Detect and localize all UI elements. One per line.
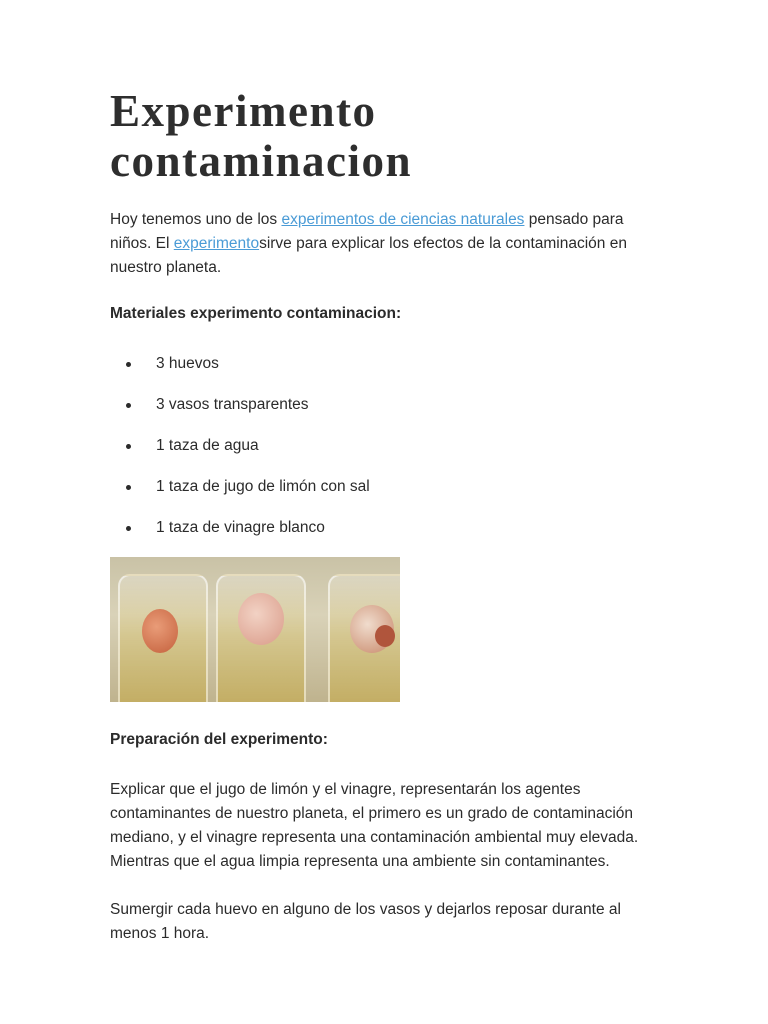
intro-text-3: sirve para explicar los efectos de la contaminación en nuestro planeta. [110,235,627,276]
list-item: 3 huevos [110,352,650,376]
egg-right-stain [375,625,395,647]
title-line-1: Experimento [110,86,377,136]
preparation-paragraph-2: Sumergir cada huevo en alguno de los vasos y dejarlos reposar durante al menos 1 hora. [110,901,621,942]
list-item: 1 taza de jugo de limón con sal [110,475,650,499]
article [110,86,650,946]
page-title [110,86,650,186]
preparation-paragraph-1: Explicar que el jugo de limón y el vinagre, representarán los agentes contaminantes de nuestro planeta, el primero es un grado de contaminación mediano, y el vinagre representa una contaminación ambiental muy elevada. Mientras que el agua limpia representa una ambiente sin contaminantes. [110,781,639,870]
link-experimentos-ciencias-naturales[interactable]: experimentos de ciencias naturales [281,211,525,228]
title-line-2: contaminacion [110,136,413,186]
list-item: 1 taza de agua [110,434,650,458]
egg-middle [238,593,284,645]
list-item: 3 vasos transparentes [110,393,650,417]
experiment-photo [110,557,400,702]
materials-heading: Materiales experimento contaminacion: [110,305,402,322]
egg-left [142,609,178,653]
intro-text-2: pensado para niños. El [110,211,624,252]
materials-list [110,352,650,540]
preparation-heading: Preparación del experimento: [110,731,328,748]
link-experimento[interactable]: experimento [173,235,260,252]
intro-paragraph [110,208,650,280]
list-item: 1 taza de vinagre blanco [110,516,650,540]
intro-text-1: Hoy tenemos uno de los [110,211,282,228]
